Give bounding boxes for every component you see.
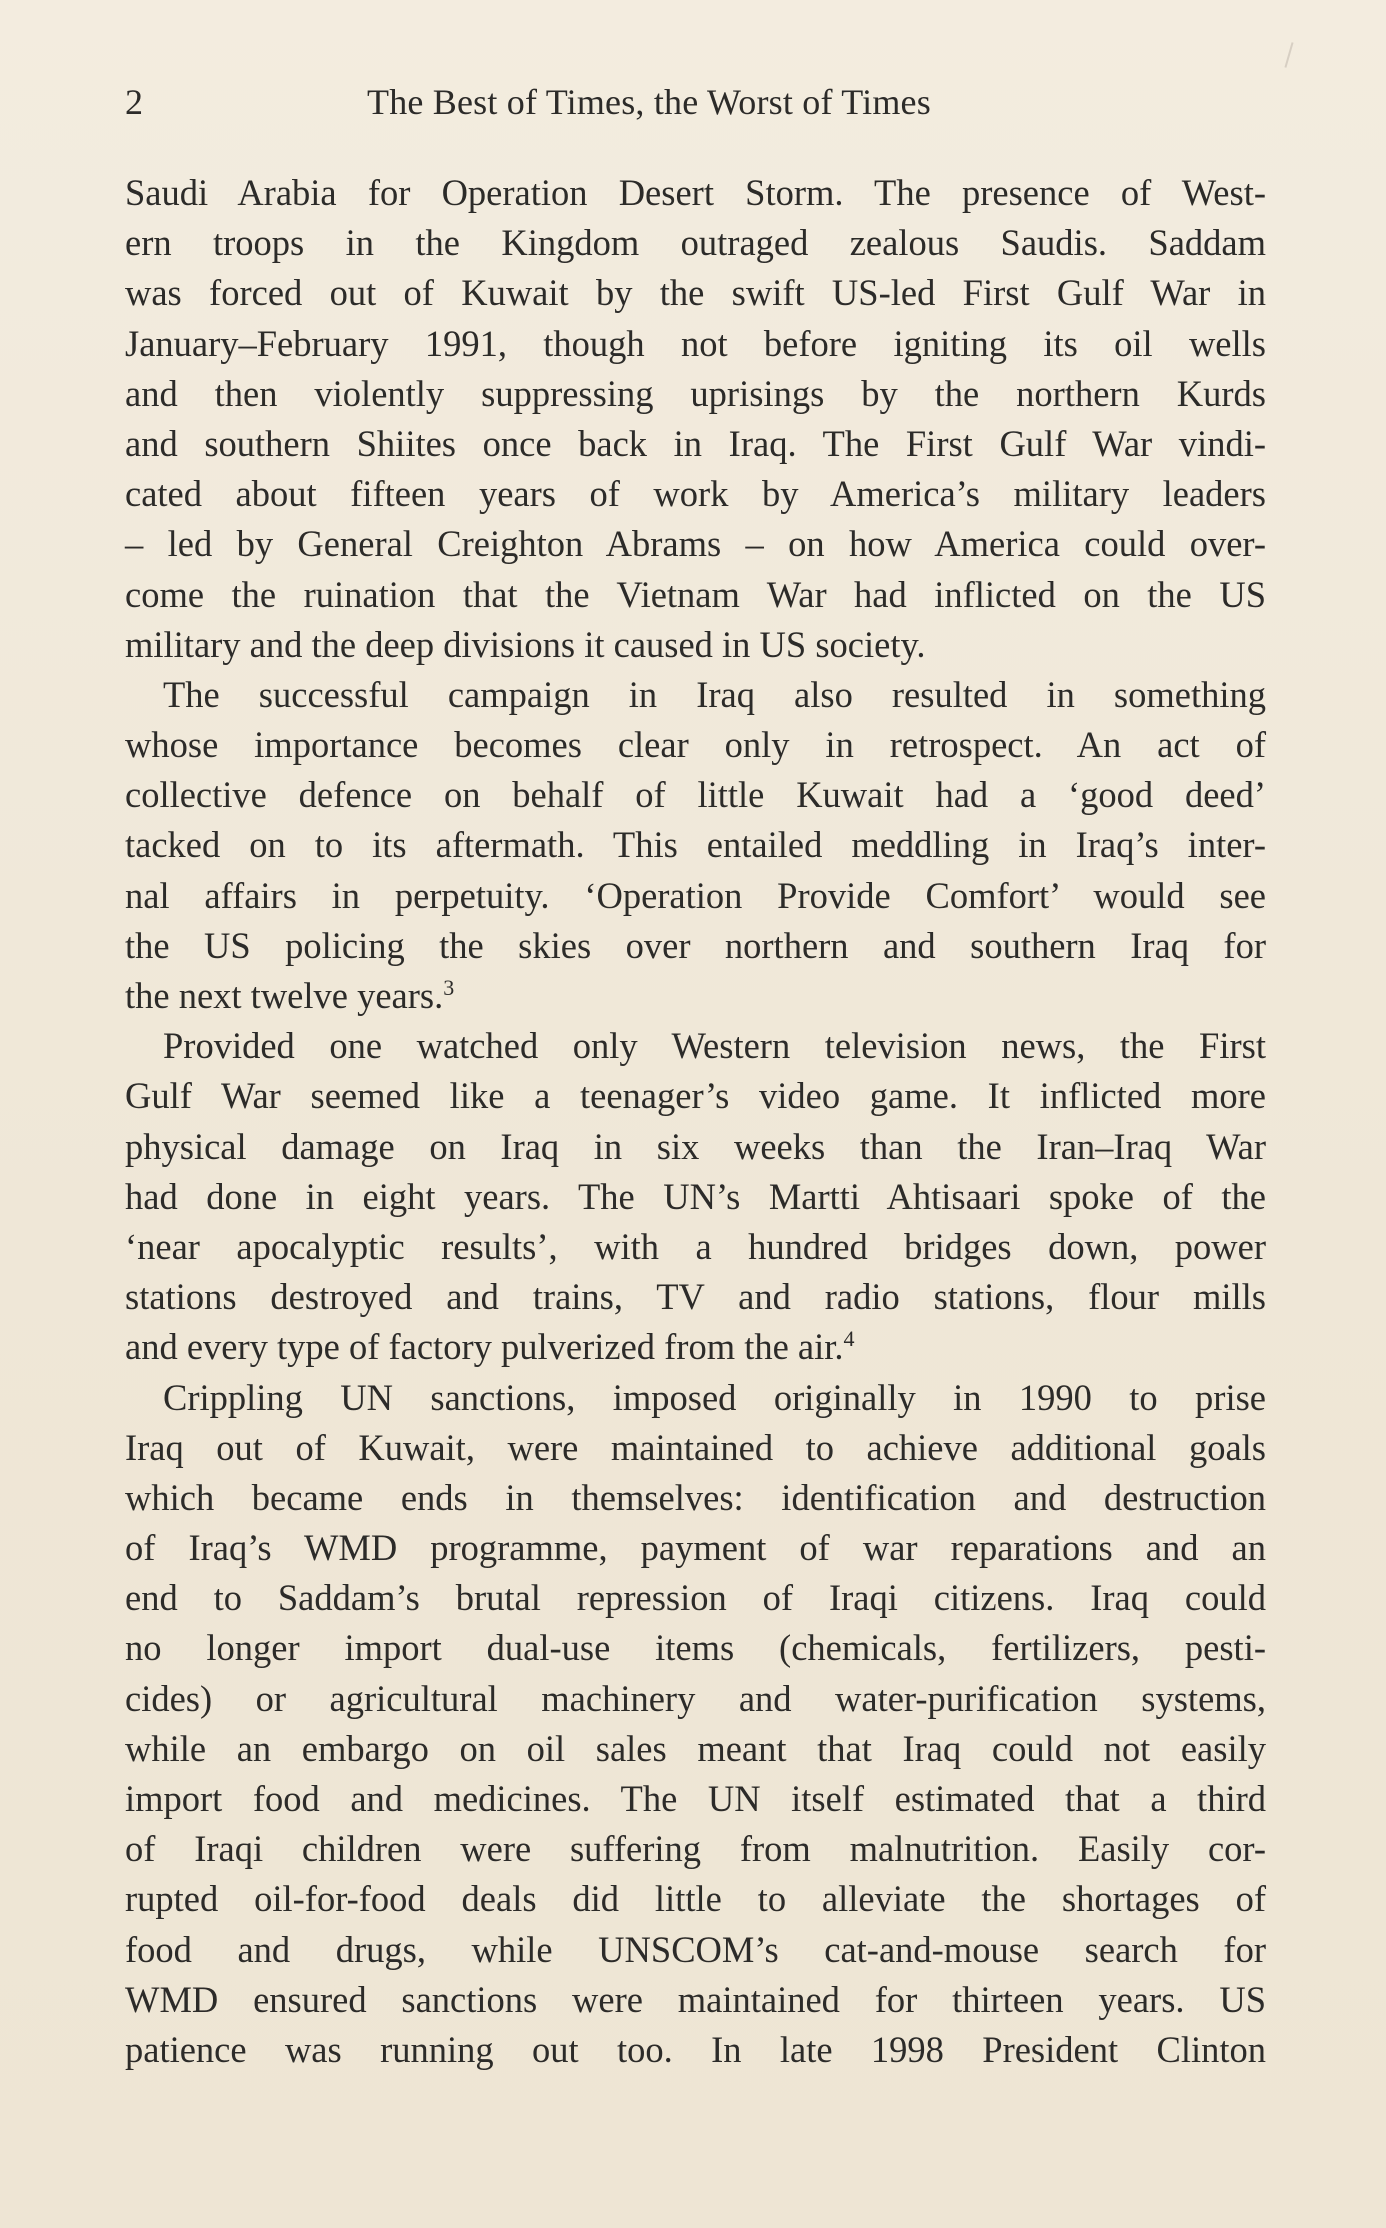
text-segment: and every type of factory pulverized from the air.	[125, 1326, 844, 1368]
text-line: import food and medicines. The UN itself estimated that a third	[125, 1778, 1266, 1819]
text-line: nal affairs in perpetuity. ‘Operation Provide Comfort’ would see	[125, 874, 1266, 916]
running-header	[125, 78, 1265, 126]
text-line: come the ruination that the Vietnam War had inflicted on the US	[125, 573, 1266, 615]
text-line: was forced out of Kuwait by the swift US-led First Gulf War in	[125, 272, 1266, 314]
text-line: Provided one watched only Western television news, the First	[163, 1025, 1266, 1067]
text-line: rupted oil-for-food deals did little to alleviate the shortages of	[125, 1878, 1266, 1920]
text-line: stations destroyed and trains, TV and radio stations, flour mills	[125, 1276, 1266, 1318]
text-line: cides) or agricultural machinery and water-purification systems,	[125, 1677, 1266, 1719]
page-number: 2	[125, 82, 143, 122]
text-line: tacked on to its aftermath. This entailed meddling in Iraq’s inter-	[125, 824, 1266, 866]
margin-mark	[1284, 42, 1293, 68]
body-text	[125, 168, 1266, 2075]
paragraph-2	[125, 670, 1266, 1021]
text-line: which became ends in themselves: identification and destruction	[125, 1476, 1266, 1518]
text-line: cated about fifteen years of work by America’s military leaders	[125, 473, 1266, 515]
text-segment: the next twelve years.	[125, 975, 444, 1016]
text-line: collective defence on behalf of little Kuwait had a ‘good deed’	[125, 774, 1266, 816]
paragraph-4	[125, 1373, 1266, 2076]
text-line: end to Saddam’s brutal repression of Iraqi citizens. Iraq could	[125, 1577, 1266, 1619]
text-line: January–February 1991, though not before igniting its oil wells	[125, 322, 1266, 364]
text-line: no longer import dual-use items (chemicals, fertilizers, pesti-	[125, 1627, 1266, 1669]
text-line: of Iraq’s WMD programme, payment of war reparations and an	[125, 1527, 1266, 1569]
text-line: while an embargo on oil sales meant that Iraq could not easily	[125, 1727, 1266, 1769]
text-line: food and drugs, while UNSCOM’s cat-and-mouse search for	[125, 1928, 1266, 1970]
text-line-with-note	[125, 971, 1266, 1021]
text-line: Crippling UN sanctions, imposed originally in 1990 to prise	[163, 1376, 1266, 1418]
text-line: The successful campaign in Iraq also resulted in something	[163, 673, 1266, 715]
text-line: patience was running out too. In late 1998 President Clinton	[125, 2028, 1266, 2070]
text-line: physical damage on Iraq in six weeks than the Iran–Iraq War	[125, 1125, 1266, 1167]
text-line: whose importance becomes clear only in retrospect. An act of	[125, 724, 1266, 766]
text-line: had done in eight years. The UN’s Martti Ahtisaari spoke of the	[125, 1175, 1266, 1217]
text-line: Gulf War seemed like a teenager’s video game. It inflicted more	[125, 1075, 1266, 1117]
footnote-marker: 3	[443, 974, 455, 1000]
paragraph-1	[125, 168, 1266, 670]
text-line: and then violently suppressing uprisings by the northern Kurds	[125, 372, 1266, 414]
text-line: ern troops in the Kingdom outraged zealous Saudis. Saddam	[125, 222, 1266, 264]
text-line: the US policing the skies over northern and southern Iraq for	[125, 924, 1266, 966]
text-line: WMD ensured sanctions were maintained for thirteen years. US	[125, 1978, 1266, 2020]
text-line: Saudi Arabia for Operation Desert Storm. The presence of West-	[125, 172, 1266, 213]
running-title: The Best of Times, the Worst of Times	[367, 82, 931, 122]
text-line: Iraq out of Kuwait, were maintained to achieve additional goals	[125, 1426, 1266, 1468]
text-line: and southern Shiites once back in Iraq. The First Gulf War vindi-	[125, 422, 1266, 464]
text-line: military and the deep divisions it caused in US society.	[125, 623, 926, 665]
text-line: of Iraqi children were suffering from malnutrition. Easily cor-	[125, 1828, 1266, 1870]
paragraph-3	[125, 1021, 1266, 1372]
text-line: – led by General Creighton Abrams – on how America could over-	[125, 523, 1266, 565]
text-line-with-note	[125, 1322, 1266, 1372]
footnote-marker: 4	[843, 1326, 855, 1352]
text-line: ‘near apocalyptic results’, with a hundred bridges down, power	[125, 1225, 1266, 1267]
